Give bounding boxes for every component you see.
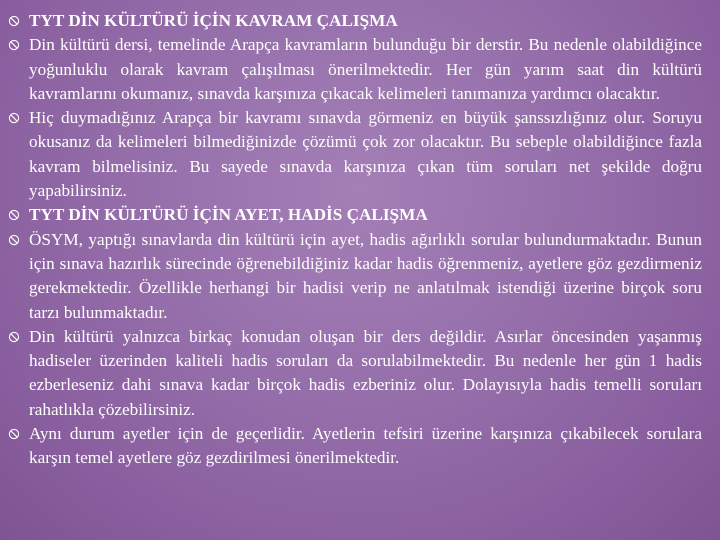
bullet-item — [8, 228, 702, 325]
bullet-item — [8, 422, 702, 471]
bullet-text: Din kültürü yalnızca birkaç konudan oluşan bir ders değildir. Asırlar öncesinden yaşanmış hadiseler üzerinden kaliteli hadis soruları da sorulabilmektedir. Bu nedenle her gün 1 hadis ezberleseniz dahi sınava kadar birçok hadis ezberiniz olur. Dolayısıyla hadis temelli soruları rahatlıkla çözebilirsiniz. — [29, 326, 702, 419]
bullet-text: Din kültürü dersi, temelinde Arapça kavramların bulunduğu bir derstir. Bu nedenle olabildiğince yoğunluklu olarak kavram çalışılması önerilmektedir. Her gün yarım saat din kültürü kavramlarını okumanız, sınavda karşınıza çıkacak kelimeleri tanımanıza yardımcı olacaktır. — [29, 35, 702, 103]
bullet-item — [8, 106, 702, 203]
bullet-item-heading-kavram — [8, 9, 702, 33]
bullet-text: Hiç duymadığınız Arapça bir kavramı sınavda görmeniz en büyük şanssızlığınız olur. Soruyu okusanız da kelimeleri bilmediğinizde çözümü çok zor olacaktır. Bu sebeple olabildiğince fazla kavram bilmelisiniz. Bu sayede sınavda karşınıza çıkan tüm soruları net şekilde doğru yapabilirsiniz. — [29, 108, 702, 201]
bullet-text: Aynı durum ayetler için de geçerlidir. Ayetlerin tefsiri üzerine karşınıza çıkabilecek sorulara karşın temel ayetlere göz gezdirilmesi önerilmektedir. — [29, 424, 702, 468]
bullet-list — [8, 9, 702, 471]
slide-content — [8, 9, 702, 471]
circled-slash-bullet-icon — [8, 428, 20, 440]
circled-slash-bullet-icon — [8, 112, 20, 124]
circled-slash-bullet-icon — [8, 39, 20, 51]
circled-slash-bullet-icon — [8, 331, 20, 343]
bullet-item — [8, 33, 702, 106]
bullet-item — [8, 325, 702, 422]
bullet-text: ÖSYM, yaptığı sınavlarda din kültürü için ayet, hadis ağırlıklı sorular bulundurmaktadır. Bunun için sınava hazırlık sürecinde öğrenebildiğiniz kadar hadis öğrenmeniz, ayetlere göz gezdirmeniz gerekmektedir. Özellikle herhangi bir hadisi verip ne anlatılmak istendiği üzerine birçok soru tarzı bulunmaktadır. — [29, 229, 702, 322]
bullet-item-heading-ayet-hadis — [8, 203, 702, 227]
bullet-text: TYT DİN KÜLTÜRÜ İÇİN AYET, HADİS ÇALIŞMA — [29, 205, 428, 225]
bullet-text: TYT DİN KÜLTÜRÜ İÇİN KAVRAM ÇALIŞMA — [29, 11, 398, 30]
circled-slash-bullet-icon — [8, 209, 20, 221]
circled-slash-bullet-icon — [8, 15, 20, 27]
circled-slash-bullet-icon — [8, 234, 20, 246]
